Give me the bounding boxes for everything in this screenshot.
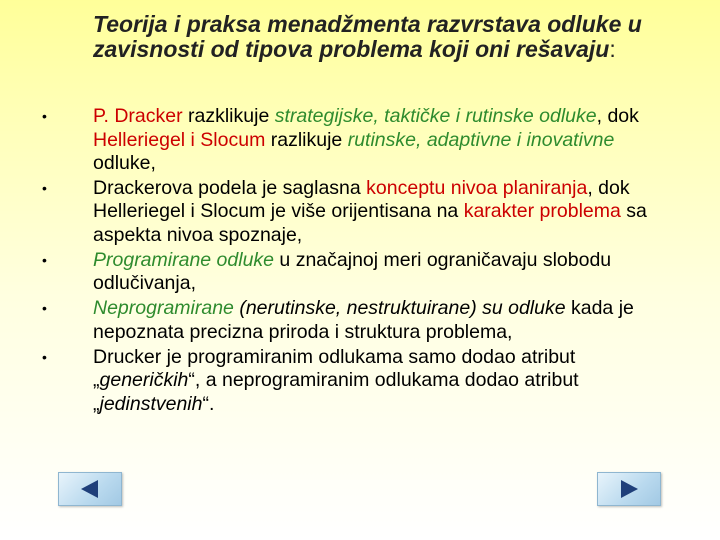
bullet-item-3	[42, 249, 682, 296]
bullet-icon: •	[42, 300, 47, 317]
author-dracker: P. Dracker	[93, 105, 183, 127]
bullet-icon: •	[42, 108, 47, 124]
bullet-text: u značajnoj meri ograničavaju slobodu odlučivanja,	[93, 248, 612, 295]
bullet-text: sa aspekta nivoa spoznaje,	[93, 200, 647, 246]
next-slide-button[interactable]	[597, 472, 661, 506]
bullet-item-4	[42, 297, 682, 344]
slide-title-text: Teorija i praksa menadžmenta razvrstava odluke u zavisnosti od tipova problema koji oni rešavaju	[93, 11, 642, 62]
bullet-text: Drackerova podela je saglasna	[93, 176, 367, 199]
bullet-text: kada je nepoznata precizna priroda i struktura problema,	[93, 297, 634, 343]
planning-concept: konceptu nivoa planiranja	[366, 176, 588, 199]
bullet-text: , dok	[596, 105, 639, 127]
bullet-icon: •	[42, 251, 47, 268]
bullet-list	[42, 105, 682, 417]
slide-title	[93, 12, 693, 62]
bullet-text: “.	[202, 392, 215, 415]
bullet-text: razlikuje	[265, 128, 348, 151]
bullet-text: “, a neprogramiranim odlukama dodao atribut „	[93, 369, 579, 415]
programmed-decisions: Programirane odluke	[93, 248, 275, 271]
bullet-text: odluke,	[93, 152, 156, 174]
bullet-icon: •	[42, 179, 47, 196]
slide-title-colon: :	[609, 36, 616, 62]
author-helleriegel-slocum: Helleriegel i Slocum	[93, 128, 266, 151]
bullet-text: Drucker je programiranim odlukama samo dodao atribut „	[93, 345, 576, 392]
attribute-unique: jedinstvenih	[99, 392, 203, 415]
bullet-icon: •	[42, 348, 47, 365]
previous-slide-button[interactable]	[58, 472, 122, 506]
bullet-item-5	[42, 346, 682, 417]
triangle-left-icon	[59, 473, 121, 505]
problem-character: karakter problema	[463, 200, 621, 223]
non-programmed: Neprogramirane	[93, 297, 234, 320]
bullet-item-2	[42, 177, 682, 248]
bullet-text: razklikuje	[182, 105, 275, 127]
decision-types-dracker: strategijske, taktičke i rutinske odluke	[274, 105, 597, 127]
bullet-text: , dok Helleriegel i Slocum je više orijentisana na	[93, 176, 630, 223]
bullet-item-1	[42, 105, 682, 176]
triangle-right-icon	[598, 473, 660, 505]
decision-types-helleriegel: rutinske, adaptivne i inovativne	[347, 128, 615, 151]
attribute-generic: generičkih	[99, 369, 189, 392]
non-programmed-definition: (nerutinske, nestruktuirane) su odluke	[233, 297, 566, 320]
